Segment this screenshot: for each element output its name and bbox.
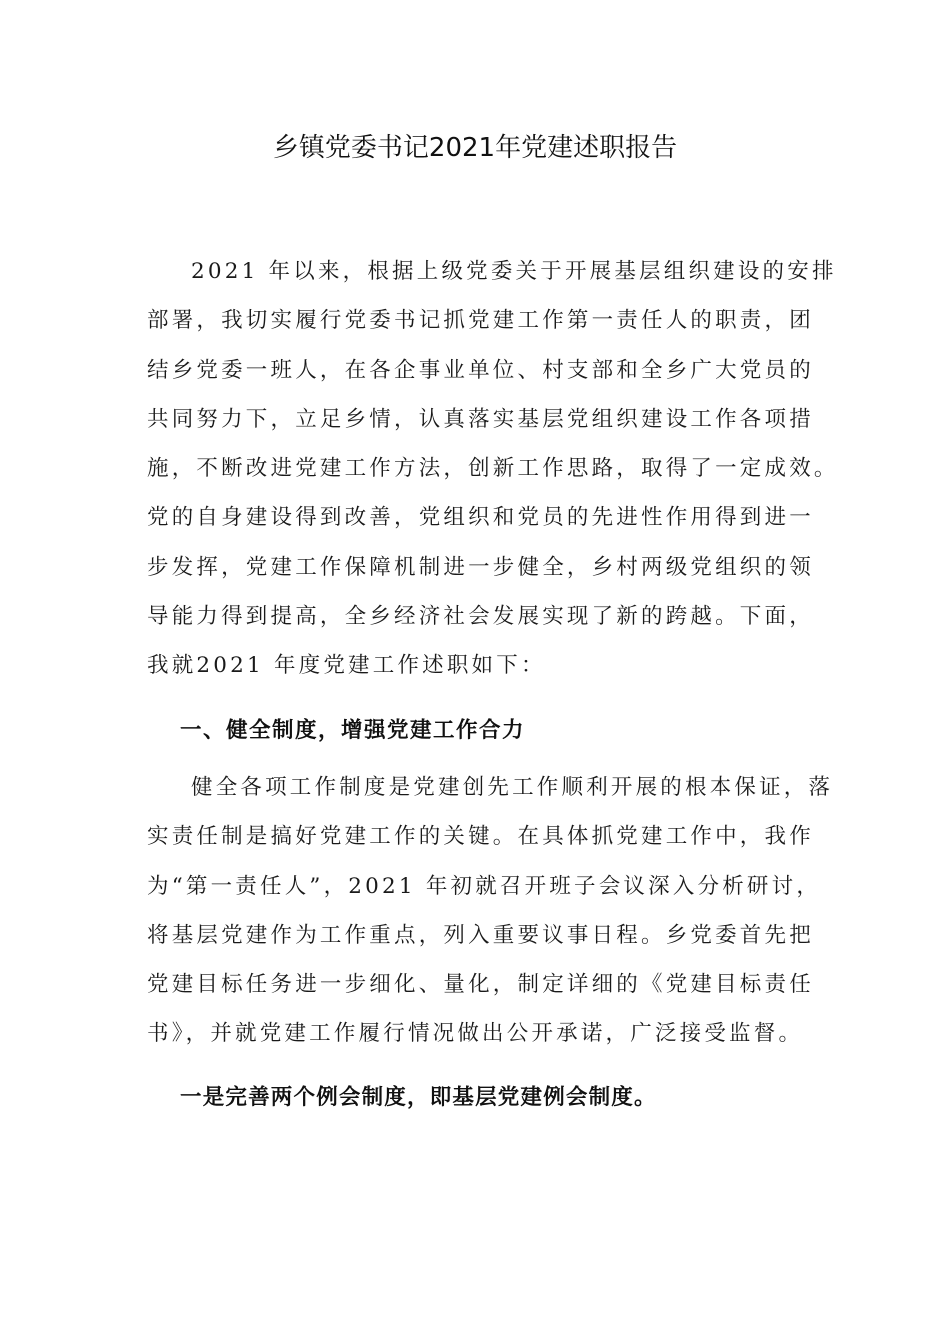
paragraph-line: 书》，并就党建工作履行情况做出公开承诺，广泛接受监督。 (147, 1021, 804, 1047)
paragraph-line: 将基层党建作为工作重点，列入重要议事日程。乡党委首先把 (147, 922, 814, 948)
paragraph-line: 结乡党委一班人，在各企事业单位、村支部和全乡广大党员的 (147, 357, 814, 383)
sub-heading-1: 一是完善两个例会制度，即基层党建例会制度。 (180, 1085, 657, 1110)
paragraph-line: 健全各项工作制度是党建创先工作顺利开展的根本保证，落 (191, 775, 834, 800)
document-title: 乡镇党委书记2021年党建述职报告 (272, 133, 678, 163)
paragraph-line: 为“第一责任人”，2021 年初就召开班子会议深入分析研讨， (147, 873, 822, 899)
paragraph-line: 党建目标任务进一步细化、量化，制定详细的《党建目标责任 (147, 972, 814, 998)
paragraph-section-1 (147, 763, 834, 1059)
section-heading-1: 一、健全制度，增强党建工作合力 (180, 718, 526, 743)
paragraph-line: 我就2021 年度党建工作述职如下： (147, 653, 546, 679)
paragraph-line: 实责任制是搞好党建工作的关键。在具体抓党建工作中，我作 (147, 824, 814, 850)
paragraph-line: 党的自身建设得到改善，党组织和党员的先进性作用得到进一 (147, 505, 814, 531)
paragraph-line: 施，不断改进党建工作方法，创新工作思路，取得了一定成效。 (147, 456, 839, 482)
paragraph-line: 步发挥，党建工作保障机制进一步健全，乡村两级党组织的领 (147, 554, 814, 580)
paragraph-line: 2021 年以来，根据上级党委关于开展基层组织建设的安排 (191, 259, 837, 284)
paragraph-line: 部署，我切实履行党委书记抓党建工作第一责任人的职责，团 (147, 308, 814, 334)
paragraph-line: 导能力得到提高，全乡经济社会发展实现了新的跨越。下面， (147, 604, 814, 630)
paragraph-intro (147, 247, 839, 691)
paragraph-line: 共同努力下，立足乡情，认真落实基层党组织建设工作各项措 (147, 406, 814, 432)
